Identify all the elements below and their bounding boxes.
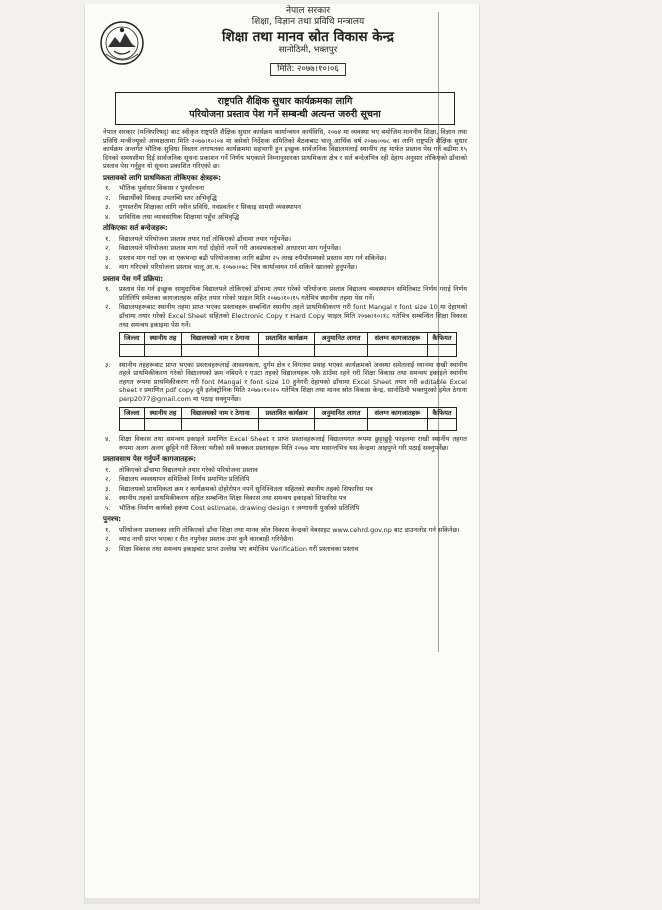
list-item: ४. शिक्षा विकास तथा समन्वय इकाइले प्रमाणित Excel Sheet र प्राप्त प्रस्तावहरूलाई विद्यालयगत रूपमा छुट्टाछुट्टै फाइलमा राखी स्थानीय तहगत रूपमा अलग अलग छुट्टिने गरी जिल्ला भरीको सबै सक्कल प्रस्तावहरू मिति २०७७ माघ मसान्तभित्र यस केन्द्रमा आइपुग्ने गरी पठाई सक्नुपर्नेछ। xyxy=(105,435,467,452)
table-header-row: जिल्ला स्थानीय तह विद्यालयको नाम र ठेगाना प्रस्तावित कार्यक्रम अनुमानित लागत संलग्न कागजातहरू कैफियत xyxy=(120,333,457,345)
list-item: १. तोकिएको ढाँचामा विद्यालयले तयार गरेको परियोजना प्रस्ताव xyxy=(105,465,258,474)
table-header-row: जिल्ला स्थानीय तह विद्यालयको नाम र ठेगाना प्रस्तावित कार्यक्रम अनुमानित लागत संलग्न कागजातहरू कैफियत xyxy=(120,407,457,419)
proposal-format-table-1 xyxy=(119,332,457,357)
nepal-government-emblem-icon xyxy=(99,20,145,66)
list-item: २. विद्यार्थीको सिकाइ उपलब्धि स्तर अभिवृद्धि xyxy=(105,193,217,202)
list-item: २. विद्यालय व्यवस्थापन समितिको निर्णय प्रमाणित प्रतिलिपि xyxy=(105,475,250,484)
proposal-format-table-2 xyxy=(119,407,457,432)
notice-title-box xyxy=(115,92,455,125)
notice-date: मिति: २०७७।१०।०६ xyxy=(270,63,346,76)
list-item: १. विद्यालयले परियोजना प्रस्ताव तयार गर्दा तोकिएको ढाँचामा तयार गर्नुपर्नेछ। xyxy=(105,234,292,243)
notice-title-line-1: राष्ट्रपति शैक्षिक सुधार कार्यक्रमका लागि xyxy=(217,96,353,107)
notice-page xyxy=(84,4,480,904)
list-item: ४. स्थानीय तहको प्राथमिकीकरण सहित सम्बन्धित शिक्षा विकास तथा समन्वय इकाइको सिफारिस पत्र xyxy=(105,494,347,503)
list-item: १. परियोजना प्रस्तावका लागि तोकिएको ढाँचा शिक्षा तथा मानव स्रोत विकास केन्द्रको वेबसाइट www.cehrd.gov.np बाट डाउनलोड गर्न सकिनेछ। xyxy=(105,525,460,534)
list-item: ३. प्रस्ताव माग गर्दा एक वा एकभन्दा बढी परियोजनाका लागि बढीमा २५ लाख रुपैयाँसम्मको प्रस्ताव माग गर्न सकिनेछ। xyxy=(105,253,387,262)
list-item: ३. गुणस्तरीय शिक्षाका लागि नवीन प्रविधि, नवप्रवर्तन र सिकाइ सामग्री व्यवस्थापन xyxy=(105,203,302,212)
table-row xyxy=(120,344,457,356)
center-name: शिक्षा तथा मानव स्रोत विकास केन्द्र xyxy=(222,28,394,45)
government-name: नेपाल सरकार xyxy=(285,6,331,16)
list-item: ३. विद्यालयको प्राथमिकता क्रम र कार्यक्रमको दोहोरोपन नपर्ने सुनिश्चितता सहितको स्थानीय तहको सिफारिस पत्र xyxy=(105,484,373,493)
list-item: ५. भौतिक निर्माण कार्यको हकमा Cost estimate, drawing design र जग्गाधनी पुर्जाको प्रतिलिपि xyxy=(105,503,360,512)
notice-title-line-2: परियोजना प्रस्ताव पेश गर्ने सम्बन्धी अत्यन्त जरुरी सूचना xyxy=(189,109,381,121)
documents-heading: प्रस्तावसाथ पेस गर्नुपर्ने कागजातहरू: xyxy=(103,455,197,464)
list-item: २. म्याद नाघी प्राप्त भएका र रीत नपुगेका प्रस्ताव उपर कुनै कारबाही गरिनेछैन। xyxy=(105,535,294,544)
ministry-name: शिक्षा, विज्ञान तथा प्रविधि मन्त्रालय xyxy=(251,17,365,28)
conditions-heading: तोकिएका सर्त बन्देजहरू: xyxy=(103,224,168,233)
table-row xyxy=(120,419,457,431)
notice-body xyxy=(103,128,467,554)
list-item: २. विद्यालयहरूबाट स्थानीय तहमा प्राप्त भएका प्रस्तावहरू सम्बन्धित स्थानीय तहले प्राथमिकीकरण गरी font Mangal र font size 10 मा देहायको ढाँचामा तयार गरेको Excel Sheet सहितको Electronic Copy र Hard Copy फाइल मिति २०७७।१०।१८ गतेभित्र सम्बन्धित शिक्षा विकास तथा समन्वय इकाइमा पेस गर्ने। xyxy=(105,303,467,329)
list-item: ३. शिक्षा विकास तथा समन्वय इकाइबाट प्राप्त उल्लेख भए बमोजिम Verification गरी प्रस्तावका प्रस्ताव xyxy=(105,544,359,553)
list-item: १. प्रस्ताव पेस गर्न इच्छुक सामुदायिक विद्यालयले तोकिएको ढाँचामा तयार गरेको परियोजना प्रस्ताव विद्यालय व्यवस्थापन समितिबाट निर्णय गराई निर्णय प्रतिलिपि समेतका कागजातहरू सहित तयार गरेको फाइल मिति २०७७।१०।१५ गतेभित्र स्थानीय तहमा पेस गर्ने। xyxy=(105,285,467,302)
priority-heading: प्रस्तावको लागि प्राथमिकता तोकिएका क्षेत्रहरू: xyxy=(103,173,221,182)
list-item: १. भौतिक पूर्वाधार विकास र पुनर्संरचना xyxy=(105,184,205,193)
procedure-heading: प्रस्ताव पेस गर्ने प्रक्रिया: xyxy=(103,274,164,283)
intro-paragraph: नेपाल सरकार (मन्त्रिपरिषद्) बाट स्वीकृत राष्ट्रपति शैक्षिक सुधार कार्यक्रम कार्यान्वयन कार्यविधि, २०७४ मा व्यवस्था भए बमोजिम माननीय शिक्षा, विज्ञान तथा प्रविधि मन्त्रीज्यूको अध्यक्षतामा मिति २०७७।१०।०४ मा बसेको निर्देशक समितिको बैठकबाट चालू आर्थिक वर्ष २०७७।०७८ का लागि राष्ट्रपति शैक्षिक सुधार कार्यक्रम अन्तर्गत भौतिक सुविधा विस्तार लगायतका कार्यक्रममा सहभागी हुन इच्छुक सार्वजनिक विद्यालयलाई स्थानीय तह मार्फत प्रस्ताव पेस गर्न बढीमा १५ दिनको समयसीमा दिई सार्वजनिक सूचना प्रकाशन गर्ने निर्णय भएकाले निम्नानुसारका प्राथमिकता क्षेत्र र सर्त बन्देजभित्र रही देहाय अनुसार तोकिएको ढाँचाको प्रस्ताव पेस गर्नुहुन यो सूचना प्रकाशित गरिएको छ। xyxy=(103,128,467,171)
list-item: ४. प्राविधिक तथा व्यावसायिक शिक्षामा पहुँच अभिवृद्धि xyxy=(105,212,240,221)
list-item: ४. माग गरिएको परियोजना प्रस्ताव चालू आ.व. २०७७।०७८ भित्र कार्यान्वयन गर्न सकिने खालको हुनुपर्नेछ। xyxy=(105,263,358,272)
page-bottom-edge xyxy=(85,898,479,904)
list-item: २. विद्यालयले परियोजना प्रस्ताव माग गर्दा दोहोरो नपर्ने गरी आवश्यकताको आधारमा माग गर्नुपर्नेछ। xyxy=(105,244,341,253)
letterhead xyxy=(141,6,475,76)
center-address: सानोठिमी, भक्तपुर xyxy=(278,45,338,56)
list-item: ३. स्थानीय तहहरूबाट प्राप्त भएका प्रस्तावहरूलाई आवश्यकता, दुर्गम क्षेत्र र विगतमा प्रवाह भएका कार्यक्रमको अवस्था समेतलाई ध्यानमा राखी स्थानीय तहले प्राथमिकीकरण गरेको विद्यालयको क्रम नबिग्रने र एउटा तहको विद्यालयहरू एकै ठाउँमा रहने गरी शिक्षा विकास तथा समन्वय इकाइले स्थानीय तहगत रूपमा प्राथमिकीकरण गरी font Mangal र font size 10 हुनेगरी देहायको ढाँचामा Excel Sheet तयार गरी editable Excel sheet र प्रमाणित pdf copy दुवै इलेक्ट्रोनिक मिति २०७७।१०।२० गतेभित्र शिक्षा तथा मानव स्रोत विकास केन्द्र, सानोठिमी भक्तपुरको इमेल ठेगाना perp2077@gmail.com मा पठाइ सक्नुपर्नेछ। xyxy=(105,360,467,403)
notes-heading: पुनश्च: xyxy=(103,515,122,524)
